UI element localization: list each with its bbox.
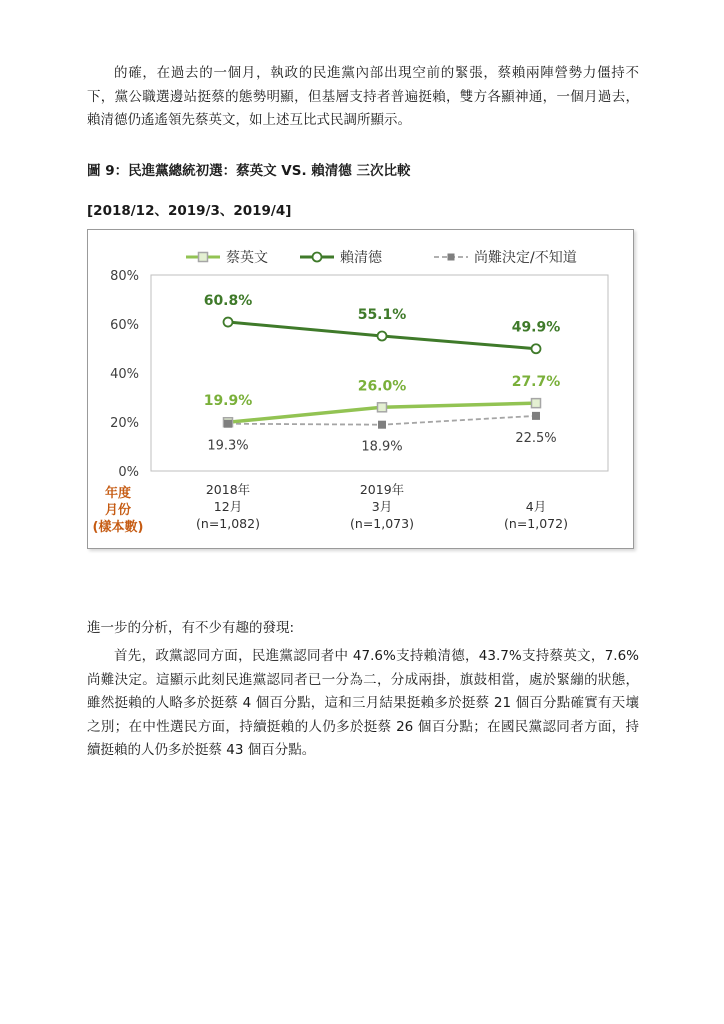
x-axis-caption: 年度 bbox=[104, 486, 132, 501]
y-tick-label: 60% bbox=[110, 318, 139, 333]
y-tick-label: 40% bbox=[110, 367, 139, 382]
series-lai-point bbox=[224, 318, 233, 327]
chart-svg bbox=[88, 230, 633, 548]
y-tick-label: 0% bbox=[118, 465, 139, 480]
x-tick-label-month: 12月 bbox=[213, 499, 243, 514]
series-tsai-legend-label: 蔡英文 bbox=[226, 250, 268, 266]
data-label-lai: 55.1% bbox=[357, 307, 407, 324]
data-label-tsai: 26.0% bbox=[357, 378, 407, 395]
intro-paragraph: 的確，在過去的一個月，執政的民進黨內部出現空前的緊張，蔡賴兩陣營勢力僵持不下，黨公職選邊站挺蔡的態勢明顯，但基層支持者普遍挺賴，雙方各顯神通，一個月過去，賴清德仍遙遙領先蔡英文，如上述互比式民調所顯示。 bbox=[87, 65, 639, 128]
data-label-undecided: 18.9% bbox=[361, 439, 403, 455]
x-tick-label-sample: (n=1,073) bbox=[350, 516, 414, 531]
series-tsai-point bbox=[532, 399, 541, 408]
series-tsai-point bbox=[378, 403, 387, 412]
x-axis-caption: 月份 bbox=[104, 503, 132, 518]
figure-title: 圖 9：民進黨總統初選：蔡英文 VS. 賴清德 三次比較 bbox=[87, 163, 411, 179]
analysis-paragraph: 首先，政黨認同方面，民進黨認同者中 47.6%支持賴清德，43.7%支持蔡英文，7.6%尚難決定。這顯示此刻民進黨認同者已一分為二，分成兩掛，旗鼓相當，處於緊繃的狀態，雖然挺賴的人略多於挺蔡 4 個百分點，這和三月結果挺賴多於挺蔡 21 個百分點確實有天壤之別；在中性選民方面，持續挺賴的人仍多於挺蔡 26 個百分點；在國民黨認同者方面，持續挺賴的人仍多於挺蔡 43 個百分點。 bbox=[87, 648, 639, 758]
y-tick-label: 80% bbox=[110, 269, 139, 284]
x-tick-label-month: 4月 bbox=[525, 499, 547, 514]
series-tsai-legend-marker bbox=[199, 253, 208, 262]
x-tick-label-year: 2018年 bbox=[205, 482, 251, 497]
data-label-tsai: 27.7% bbox=[511, 374, 561, 391]
series-undecided-point bbox=[533, 412, 540, 419]
line-chart bbox=[87, 229, 634, 549]
series-undecided-point bbox=[225, 420, 232, 427]
x-tick-label-month: 3月 bbox=[371, 499, 393, 514]
data-label-tsai: 19.9% bbox=[203, 393, 253, 410]
series-lai-point bbox=[378, 332, 387, 341]
figure-dates: [2018/12、2019/3、2019/4] bbox=[87, 203, 292, 219]
data-label-lai: 49.9% bbox=[511, 319, 561, 336]
series-lai-legend-marker bbox=[313, 253, 322, 262]
data-label-lai: 60.8% bbox=[203, 293, 253, 310]
series-undecided-legend-label: 尚難決定/不知道 bbox=[474, 250, 577, 266]
x-axis-caption: (樣本數) bbox=[92, 520, 144, 535]
x-tick-label-sample: (n=1,072) bbox=[504, 516, 568, 531]
y-tick-label: 20% bbox=[110, 416, 139, 431]
series-lai-point bbox=[532, 344, 541, 353]
series-undecided-point bbox=[379, 421, 386, 428]
series-lai-legend-label: 賴清德 bbox=[340, 250, 382, 266]
analysis-intro: 進一步的分析，有不少有趣的發現: bbox=[87, 620, 295, 636]
data-label-undecided: 19.3% bbox=[207, 438, 249, 454]
series-undecided-legend-marker bbox=[448, 254, 455, 261]
x-tick-label-year: 2019年 bbox=[359, 482, 405, 497]
x-tick-label-sample: (n=1,082) bbox=[196, 516, 260, 531]
data-label-undecided: 22.5% bbox=[515, 430, 557, 446]
